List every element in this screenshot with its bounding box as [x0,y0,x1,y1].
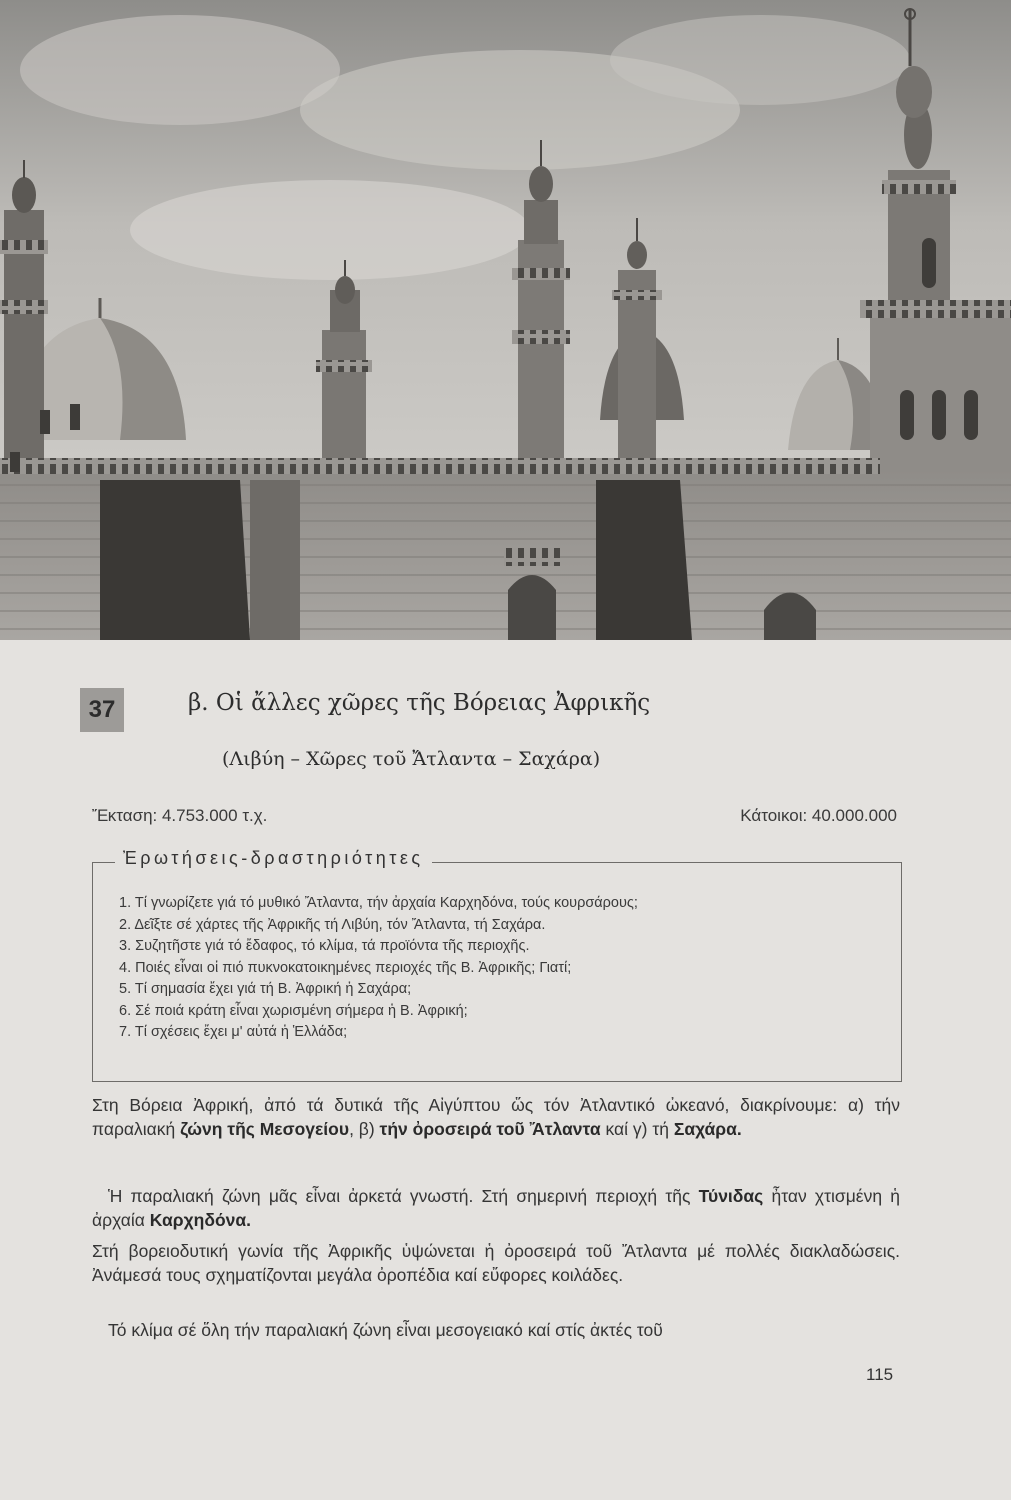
questions-list [119,895,638,1046]
p1-bold-atlas: τήν ὀροσειρά τοῦ Ἄτλαντα [379,1119,601,1139]
questions-box [92,848,902,1082]
p2-text-built: ἦταν χτισμένη ἡ ἀρχαία [92,1186,900,1230]
p1-text-sep: , β) [349,1119,380,1139]
p1-text: Στη Βόρεια Ἀφρική, ἀπό τά δυτικά τῆς Αἰγύπτου ὥς τόν Ἀτλαντικό ὠκεανό, διακρίνουμε: α) τήν παραλιακή [92,1095,900,1139]
p2-bold-carthage: Καρχηδόνα. [149,1210,252,1230]
area-stat: Ἔκταση: 4.753.000 τ.χ. [92,806,268,825]
question-item: 7. Τί σχέσεις ἔχει μ' αὐτά ἡ Ἑλλάδα; [119,1024,348,1040]
questions-title: Ἐρωτήσεις-δραστηριότητες [115,848,432,869]
body-paragraph-3: Στή βορειοδυτική γωνία τῆς Ἀφρικῆς ὑψώνεται ἡ ὀροσειρά τοῦ Ἄτλαντα μέ πολλές διακλαδώσεις. Ἀνάμεσά τους σχηματίζονται μεγάλα ὀροπέδια καί εὔφορες κοιλάδες. [92,1241,900,1285]
population-stat: Κάτοικοι: 40.000.000 [740,806,897,825]
p1-bold-sahara: Σαχάρα. [673,1119,742,1139]
body-paragraph-2 [92,1184,900,1232]
question-item: 6. Σέ ποιά κράτη εἶναι χωρισμένη σήμερα ἡ Β. Ἀφρική; [119,1002,468,1019]
p1-bold-zone: ζώνη τῆς Μεσογείου [180,1119,350,1139]
page-number: 115 [866,1365,894,1384]
lesson-number-badge: 37 [80,688,124,732]
mosque-photograph [0,0,1011,640]
question-item: 4. Ποιές εἶναι οἱ πιό πυκνοκατοικημένες περιοχές τῆς Β. Ἀφρικῆς; Γιατί; [119,959,572,976]
mosque-illustration [0,0,1011,640]
question-item: 1. Τί γνωρίζετε γιά τό μυθικό Ἄτλαντα, τήν ἀρχαία Καρχηδόνα, τούς κουρσάρους; [119,895,638,911]
p1-text-and: καί γ) τή [600,1119,674,1139]
body-paragraph-4: Τό κλίμα σέ ὅλη τήν παραλιακή ζώνη εἶναι μεσογειακό καί στίς ἀκτές τοῦ [108,1320,663,1340]
question-item: 3. Συζητῆστε γιά τό ἔδαφος, τό κλίμα, τά προϊόντα τῆς περιοχῆς. [119,938,530,954]
p2-bold-tunis: Τύνιδας [698,1186,764,1206]
body-paragraph-1 [92,1093,900,1141]
question-item: 5. Τί σημασία ἔχει γιά τή Β. Ἀφρική ἡ Σαχάρα; [119,981,412,997]
question-item: 2. Δεῖξτε σέ χάρτες τῆς Ἀφρικῆς τή Λιβύη, τόν Ἄτλαντα, τή Σαχάρα. [119,916,546,933]
section-heading: β. Οἱ ἄλλες χῶρες τῆς Βόρειας Ἀφρικῆς [188,690,651,716]
section-subheading: (Λιβύη – Χῶρες τοῦ Ἄτλαντα – Σαχάρα) [222,748,601,770]
p2-text: Ἡ παραλιακή ζώνη μᾶς εἶναι ἀρκετά γνωστή. Στή σημερινή περιοχή τῆς [108,1186,699,1206]
